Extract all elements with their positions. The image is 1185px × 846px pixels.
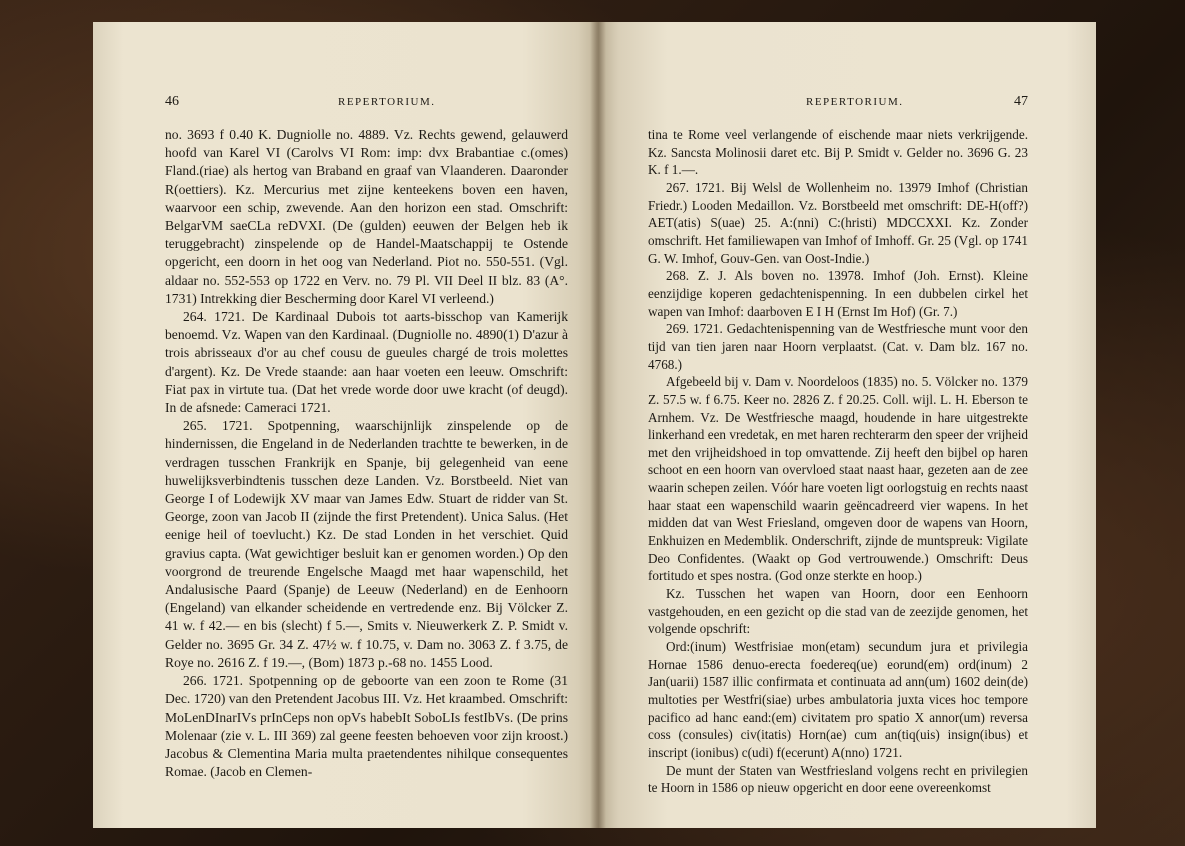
right-paragraph: 268. Z. J. Als boven no. 13978. Imhof (Joh. Ernst). Kleine eenzijdige koperen gedachtenispenning. In een dubbelen cirkel het wapen van Imhof: daarboven E I H (Ernst Im Hof) (Gr. 7.) xyxy=(648,268,1028,319)
right-paragraph: De munt der Staten van Westfriesland volgens recht en privilegien te Hoorn in 1586 op nieuw opgericht en door eene overeenkomst xyxy=(648,762,1028,796)
right-page-text xyxy=(648,126,1028,797)
right-paragraph: Afgebeeld bij v. Dam v. Noordeloos (1835) no. 5. Völcker no. 1379 Z. 57.5 w. f 6.75. Keer no. 2826 Z. f 20.25. Coll. wijl. L. H. Eberson te Arnhem. Vz. De Westfriesche maagd, houdende in hare uitgestrekte linkerhand een vredetak, en met haren rechterarm den speer der vrijheid met den vrijheidshoed in top omvattende. Zij heeft den bijbel op haren schoot en een hoorn van overvloed staat naast haar, gezeten aan de zee waarin schepen zeilen. Vóór hare voeten ligt oorlogstuig en rechts naast haar staat een wapenschild waarin geëncadreerd vier wapens. In het midden dat van West Friesland, omgeven door de wapens van Hoorn, Enkhuizen en Medemblik. Onderschrift, zijnde de muntspreuk: Vigilate Deo Confidentes. (Waakt op God vertrouwende.) Omschrift: Deus fortitudo et spes nostra. (God onze sterkte en hoop.) xyxy=(648,374,1028,584)
left-page xyxy=(93,22,598,828)
left-page-text xyxy=(165,126,568,781)
right-running-head: REPERTORIUM. xyxy=(806,96,904,108)
left-paragraph: no. 3693 f 0.40 K. Dugniolle no. 4889. Vz. Rechts gewend, gelauwerd hoofd van Karel VI (Carolvs VI Rom: imp: dvx Brabantiae c.(omes) Fland.(riae) als hertog van Braband en graaf van Vlaanderen. Daaronder R(oettiers). Kz. Mercurius met zijne kenteekens boven een haven, waarvoor een schip, zwevende. Aan den horizon een stad. Omschrift: BelgarVM saeCLa reDVXI. (De (gulden) eeuwen der Belgen heb ik teruggebracht) zinspelende op de Handel-Maatschappij te Ostende opgericht, een doorn in het oog van Nederland. Piot no. 550-551. (Vgl. aldaar no. 552-553 op 1722 en Verv. no. 79 Pl. VII Deel II blz. 83 (A°. 1731) Intrekking dier Bescherming door Karel VI verleend.) xyxy=(165,127,568,306)
left-running-head: REPERTORIUM. xyxy=(338,96,436,108)
right-paragraph: 269. 1721. Gedachtenispenning van de Westfriesche munt voor den tijd van tien jaren naar Hoorn verplaatst. (Cat. v. Dam blz. 167 no. 4768.) xyxy=(648,321,1028,372)
right-page-number: 47 xyxy=(1014,94,1028,109)
right-paragraph: 267. 1721. Bij Welsl de Wollenheim no. 13979 Imhof (Christian Friedr.) Looden Medaillon. Vz. Borstbeeld met omschrift: DE-H(off?) AET(atis) S(uae) 25. A:(nni) C:(hristi) MDCCXXI. Kz. Zonder omschrift. Het familiewapen van Imhof of Imhoff. Gr. 25 (Vgl. op 1741 G. W. Imhof, Gouv-Gen. van Oost-Indie.) xyxy=(648,179,1028,266)
right-paragraph: Ord:(inum) Westfrisiae mon(etam) secundum jura et privilegia Hornae 1586 denuo-erecta foedereq(ue) eorund(em) ord(inum) 2 Jan(uarii) 1587 illic confirmata et continuata ad ann(um) 1602 dein(de) multoties per Westfri(siae) urbes ambulatoria juxta vices hoc tempore pacifico ad hanc eand:(em) civitatem pro spatio X annor(um) reversa coss (consules) civ(itatis) Horn(ae) cum an(tiq(uis) insign(ibus) et inscript (ionibus) c(udi) f(ecerunt) A(nno) 1721. xyxy=(648,639,1028,760)
left-page-number: 46 xyxy=(165,94,179,109)
left-paragraph: 266. 1721. Spotpenning op de geboorte van een zoon te Rome (31 Dec. 1720) van den Pretendent Jacobus III. Vz. Het kraambed. Omschrift: MoLenDInarIVs prInCeps non opVs habebIt SoboLIs festIbVs. (De prins Molenaar (zie v. L. III 369) zal geene feesten behoeven voor zijn kroost.) Jacobus & Clementina Maria multa praetendentes nihilque consequentes Romae. (Jacob en Clemen- xyxy=(165,673,568,780)
left-paragraph: 264. 1721. De Kardinaal Dubois tot aarts-bisschop van Kamerijk benoemd. Vz. Wapen van den Kardinaal. (Dugniolle no. 4890(1) D'azur à trois abrisseaux d'or au chef cousu de gueules chargé de trois molettes d'argent). Kz. De Vrede staande: aan haar voeten een leeuw. Omschrift: Fiat pax in virtute tua. (Dat het vrede worde door uwe kracht (of deugd). In de afsnede: Cameraci 1721. xyxy=(165,309,568,416)
right-page xyxy=(598,22,1096,828)
right-paragraph: tina te Rome veel verlangende of eischende maar niets verkrijgende. Kz. Sancsta Molinosii daret etc. Bij P. Smidt v. Gelder no. 3696 G. 23 K. f 1.—. xyxy=(648,127,1028,178)
book-spine xyxy=(590,22,606,828)
left-paragraph: 265. 1721. Spotpenning, waarschijnlijk zinspelende op de hindernissen, die Engeland in de Nederlanden trachtte te bewerken, in de verdragen tusschen Frankrijk en Spanje, bij gelegenheid van eene huwelijksverbindtenis tusschen deze Landen. Vz. Borstbeeld. Niet van George I of Lodewijk XV maar van James Edw. Stuart de ridder van St. George, zoon van Jacob II (zijnde the first Pretendent). Unica Salus. (Het eenige heil of toevlucht.) Kz. De stad Londen in het verschiet. Quid gravius capta. (Wat gewichtiger besluit kan er genomen worden.) Op den voorgrond de treurende Engelsche Maagd met haar wapenschild, het Andalusische Paard (Spanje) de Leeuw (Nederland) en de Eenhoorn (Engeland) van elkander scheidende en vertredende enz. Bij Völcker Z. 41 w. f 42.— en bis (slecht) f 5.—, Smits v. Nieuwerkerk Z. P. Smidt v. Gelder no. 3695 Gr. 34 Z. 47½ w. f 10.75, v. Dam no. 3063 Z. f 3.75, de Roye no. 2616 Z. f 19.—, (Bom) 1873 p.-68 no. 1455 Lood. xyxy=(165,418,568,670)
right-paragraph: Kz. Tusschen het wapen van Hoorn, door een Eenhoorn vastgehouden, en een gezicht op die stad van de zeezijde genomen, het volgende opschrift: xyxy=(648,586,1028,637)
